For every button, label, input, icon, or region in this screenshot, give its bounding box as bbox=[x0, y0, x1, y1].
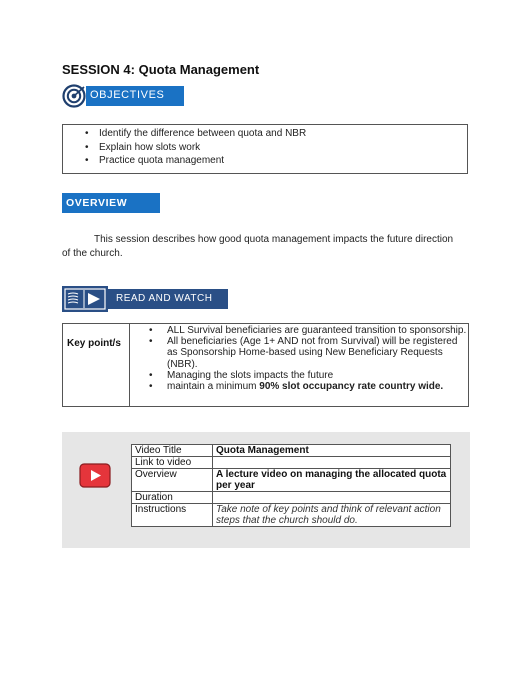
objective-item: • Practice quota management bbox=[99, 154, 467, 168]
video-duration-value bbox=[213, 492, 451, 504]
objectives-box bbox=[62, 124, 468, 174]
objectives-banner bbox=[62, 86, 184, 106]
objective-item: • Identify the difference between quota and NBR bbox=[99, 127, 467, 141]
key-point-emphasis: 90% slot occupancy rate country wide. bbox=[259, 381, 444, 393]
table-row bbox=[132, 445, 451, 457]
objective-item: • Explain how slots work bbox=[99, 141, 467, 155]
video-duration-key: Duration bbox=[132, 492, 213, 504]
key-points-label: Key point/s bbox=[67, 338, 121, 349]
read-watch-banner bbox=[62, 286, 228, 312]
key-point-item: • All beneficiaries (Age 1+ AND not from Survival) will be registered as Sponsorship Home-based using New Beneficiary Requests (NBR). bbox=[167, 336, 467, 370]
key-point-item: • maintain a minimum 90% slot occupancy rate country wide. bbox=[167, 381, 467, 392]
table-row bbox=[132, 457, 451, 469]
objectives-label: OBJECTIVES bbox=[90, 89, 165, 101]
overview-label: OVERVIEW bbox=[66, 197, 128, 209]
video-instructions-key: Instructions bbox=[132, 504, 213, 527]
video-link-key: Link to video bbox=[132, 457, 213, 469]
video-link-value[interactable] bbox=[213, 457, 451, 469]
table-row bbox=[132, 469, 451, 492]
key-point-item: • ALL Survival beneficiaries are guaranteed transition to sponsorship. bbox=[167, 325, 467, 336]
video-title-key: Video Title bbox=[132, 445, 213, 457]
target-icon bbox=[62, 84, 86, 108]
video-instructions-value: Take note of key points and think of relevant action steps that the church should do. bbox=[213, 504, 451, 527]
key-point-item: • Managing the slots impacts the future bbox=[167, 370, 467, 381]
video-overview-key: Overview bbox=[132, 469, 213, 492]
key-points-list bbox=[167, 325, 467, 392]
session-title: SESSION 4: Quota Management bbox=[62, 62, 260, 77]
video-info-table bbox=[131, 444, 451, 527]
table-row bbox=[132, 492, 451, 504]
play-video-icon[interactable] bbox=[79, 463, 111, 488]
overview-banner bbox=[62, 193, 160, 213]
video-title-value: Quota Management bbox=[213, 445, 451, 457]
key-points-table bbox=[62, 323, 469, 407]
read-watch-label: READ AND WATCH bbox=[116, 293, 213, 304]
video-overview-value: A lecture video on managing the allocated quota per year bbox=[213, 469, 451, 492]
book-video-icon bbox=[62, 286, 108, 312]
table-row bbox=[132, 504, 451, 527]
key-points-label-cell bbox=[63, 324, 130, 406]
overview-text: This session describes how good quota management impacts the future direction of the church. bbox=[62, 234, 454, 259]
video-panel bbox=[62, 432, 470, 548]
